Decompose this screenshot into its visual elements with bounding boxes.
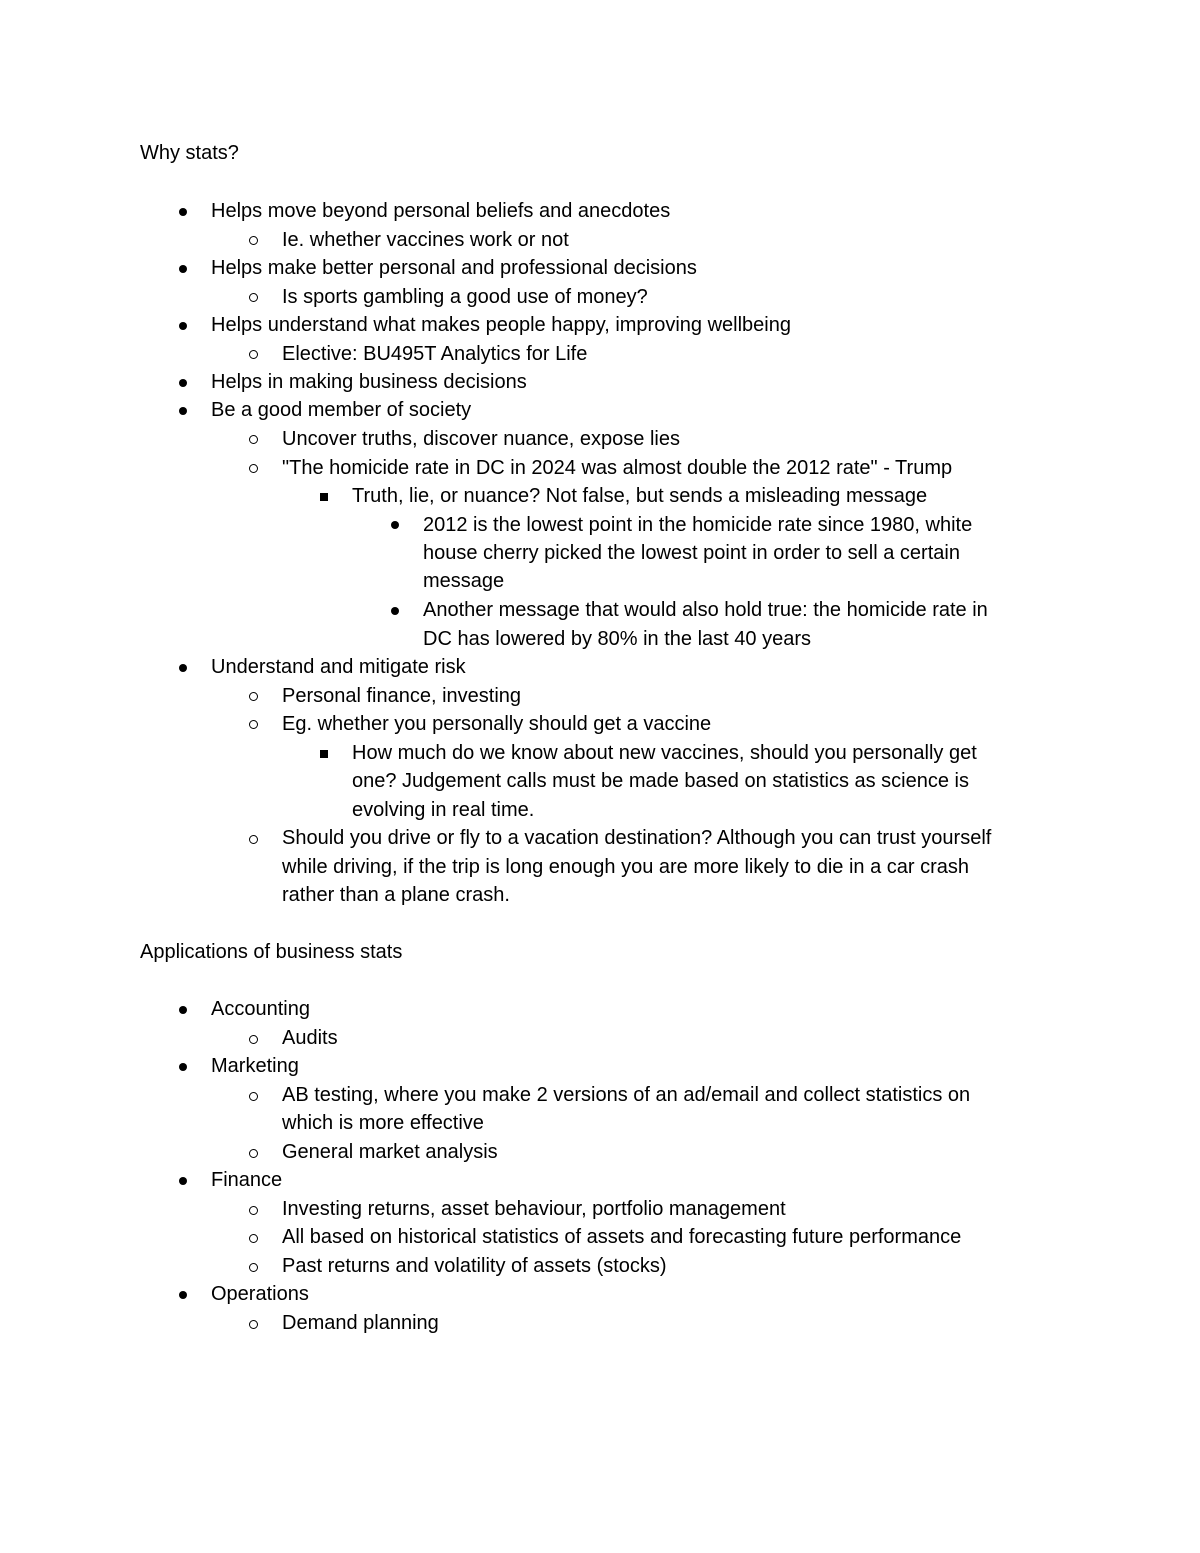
bullet-disc — [179, 1006, 187, 1014]
list-item: 2012 is the lowest point in the homicide rate since 1980, white — [423, 514, 973, 536]
list-item: Audits — [282, 1027, 338, 1049]
bullet-circle — [249, 1263, 258, 1272]
list-item-continuation: while driving, if the trip is long enough you are more likely to die in a car crash — [282, 856, 970, 878]
bullet-circle — [249, 1320, 258, 1329]
bullet-disc — [179, 265, 187, 273]
bullet-circle — [249, 435, 258, 444]
bullet-disc — [179, 379, 187, 387]
bullet-circle — [249, 464, 258, 473]
bullet-disc — [179, 1291, 187, 1299]
bullet-circle — [249, 236, 258, 245]
list-item: Is sports gambling a good use of money? — [282, 286, 648, 308]
section-heading-applications: Applications of business stats — [140, 941, 403, 963]
list-item: Helps make better personal and professional decisions — [211, 257, 697, 279]
list-item: Elective: BU495T Analytics for Life — [282, 343, 588, 365]
list-item: Operations — [211, 1283, 309, 1305]
list-item: Helps move beyond personal beliefs and anecdotes — [211, 200, 671, 222]
list-item: Past returns and volatility of assets (stocks) — [282, 1255, 667, 1277]
list-item-continuation: evolving in real time. — [352, 799, 535, 821]
bullet-disc — [179, 1177, 187, 1185]
list-item-continuation: house cherry picked the lowest point in order to sell a certain — [423, 542, 960, 564]
list-item: Be a good member of society — [211, 399, 472, 421]
list-item: All based on historical statistics of assets and forecasting future performance — [282, 1226, 962, 1248]
list-item: Eg. whether you personally should get a vaccine — [282, 713, 712, 735]
list-item-continuation: rather than a plane crash. — [282, 884, 510, 906]
bullet-circle — [249, 720, 258, 729]
bullet-disc — [179, 664, 187, 672]
bullet-square — [320, 750, 328, 758]
list-item: Understand and mitigate risk — [211, 656, 466, 678]
bullet-circle — [249, 293, 258, 302]
list-item: Accounting — [211, 998, 310, 1020]
list-item: Another message that would also hold true: the homicide rate in — [423, 599, 988, 621]
list-item: Truth, lie, or nuance? Not false, but sends a misleading message — [352, 485, 928, 507]
bullet-square — [320, 493, 328, 501]
bullet-circle — [249, 1092, 258, 1101]
list-item-continuation: message — [423, 570, 505, 592]
list-item: Personal finance, investing — [282, 685, 522, 707]
list-item: Uncover truths, discover nuance, expose lies — [282, 428, 680, 450]
bullet-circle — [249, 350, 258, 359]
bullet-circle — [249, 1206, 258, 1215]
bullet-circle — [249, 835, 258, 844]
list-item: Helps in making business decisions — [211, 371, 527, 393]
bullet-disc — [179, 407, 187, 415]
list-item: "The homicide rate in DC in 2024 was almost double the 2012 rate" - Trump — [282, 457, 953, 479]
bullet-disc — [391, 607, 399, 615]
list-item: General market analysis — [282, 1141, 498, 1163]
list-item-continuation: one? Judgement calls must be made based on statistics as science is — [352, 770, 969, 792]
list-item: Finance — [211, 1169, 283, 1191]
list-item: Marketing — [211, 1055, 299, 1077]
bullet-circle — [249, 692, 258, 701]
bullet-circle — [249, 1149, 258, 1158]
list-item: How much do we know about new vaccines, should you personally get — [352, 742, 977, 764]
list-item: AB testing, where you make 2 versions of an ad/email and collect statistics on — [282, 1084, 971, 1106]
list-item: Helps understand what makes people happy, improving wellbeing — [211, 314, 791, 336]
list-item: Should you drive or fly to a vacation destination? Although you can trust yourself — [282, 827, 992, 849]
bullet-disc — [179, 208, 187, 216]
bullet-circle — [249, 1035, 258, 1044]
list-item: Investing returns, asset behaviour, portfolio management — [282, 1198, 786, 1220]
list-item: Ie. whether vaccines work or not — [282, 229, 569, 251]
list-item: Demand planning — [282, 1312, 439, 1334]
bullet-circle — [249, 1234, 258, 1243]
bullet-disc — [179, 1063, 187, 1071]
list-item-continuation: DC has lowered by 80% in the last 40 years — [423, 628, 811, 650]
bullet-disc — [179, 322, 187, 330]
bullet-disc — [391, 521, 399, 529]
list-item-continuation: which is more effective — [282, 1112, 484, 1134]
section-heading-why-stats: Why stats? — [140, 142, 239, 164]
